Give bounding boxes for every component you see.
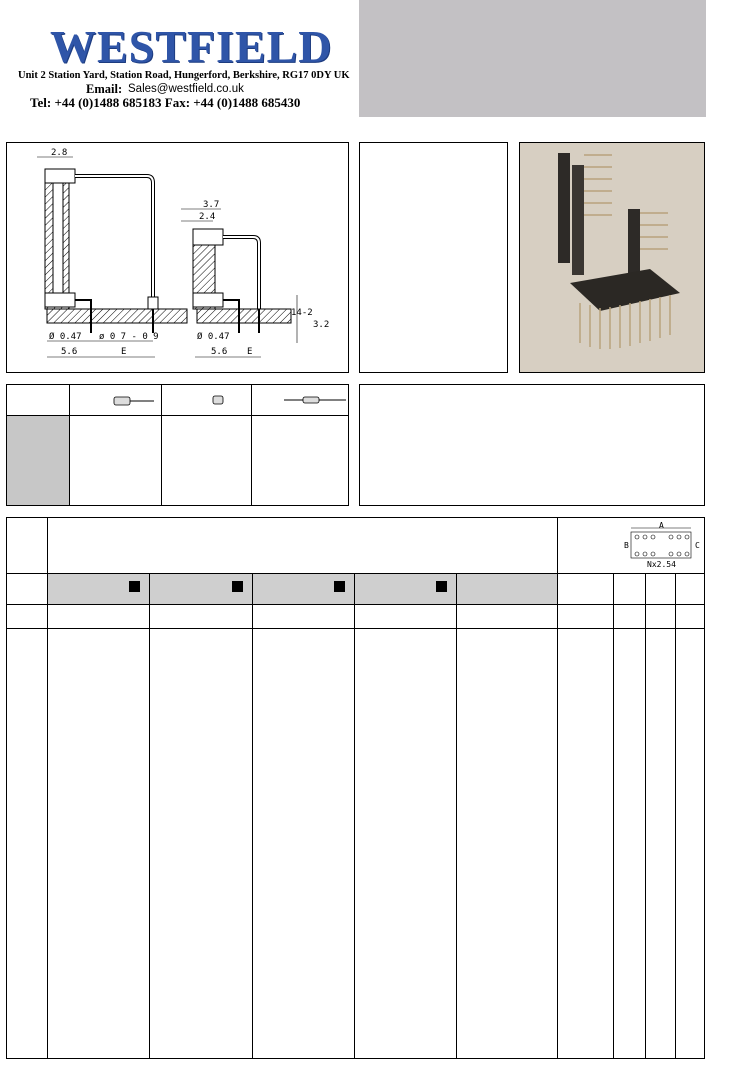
technical-drawing-panel: [6, 142, 349, 373]
dim-2-4: 2.4: [199, 212, 216, 222]
product-photo: [519, 142, 705, 373]
title-banner: [359, 0, 706, 117]
contact-types-table: [6, 384, 349, 506]
phone-fax: Tel: +44 (0)1488 685183 Fax: +44 (0)1488 685430: [30, 95, 301, 110]
series-3-marker: [334, 581, 345, 592]
email-label: Email:: [86, 82, 123, 96]
schematic-b: B: [624, 541, 629, 550]
contact-row-header: [7, 416, 69, 505]
email-link[interactable]: Sales@westfield.co.uk: [128, 83, 244, 95]
schematic-a: A: [659, 521, 664, 530]
schematic-pitch: Nx2.54: [647, 560, 676, 569]
dim-5-6-left: 5.6: [61, 347, 78, 357]
socket-strip-1: [558, 153, 570, 263]
company-logo: WESTFIELD: [50, 21, 333, 72]
footprint-schematic: [621, 520, 703, 572]
dim-3-7: 3.7: [203, 200, 220, 210]
socket-drawing: [7, 143, 348, 372]
schematic-c: C: [695, 541, 700, 550]
company-address: Unit 2 Station Yard, Station Road, Hungerford, Berkshire, RG17 0DY UK: [18, 70, 350, 81]
dim-5-6-right: 5.6: [211, 347, 228, 357]
contact-type-1-icon: [113, 395, 155, 407]
series-4-marker: [436, 581, 447, 592]
pcb-right: [197, 309, 291, 323]
dim-e-left: E: [121, 347, 127, 357]
notes-panel: [359, 384, 705, 506]
ordering-table: [6, 517, 705, 1059]
series-1-marker: [129, 581, 140, 592]
series-header-row: [48, 574, 557, 604]
contact-type-2-icon: [211, 394, 225, 406]
dim-hole-diameter: ø 0 7 - 0 9: [99, 332, 159, 342]
contact-type-3-icon: [283, 395, 347, 405]
dim-14-2: 14-2: [291, 308, 313, 318]
dim-e-right: E: [247, 347, 253, 357]
dim-2-8: 2.8: [51, 148, 68, 158]
socket-strip-2: [572, 165, 584, 275]
dim-pin-diameter-left: Ø 0.47: [49, 332, 82, 342]
description-panel: [359, 142, 508, 373]
series-2-marker: [232, 581, 243, 592]
dim-pin-diameter-right: Ø 0.47: [197, 332, 230, 342]
dim-3-2: 3.2: [313, 320, 330, 330]
pcb-left: [47, 309, 187, 323]
